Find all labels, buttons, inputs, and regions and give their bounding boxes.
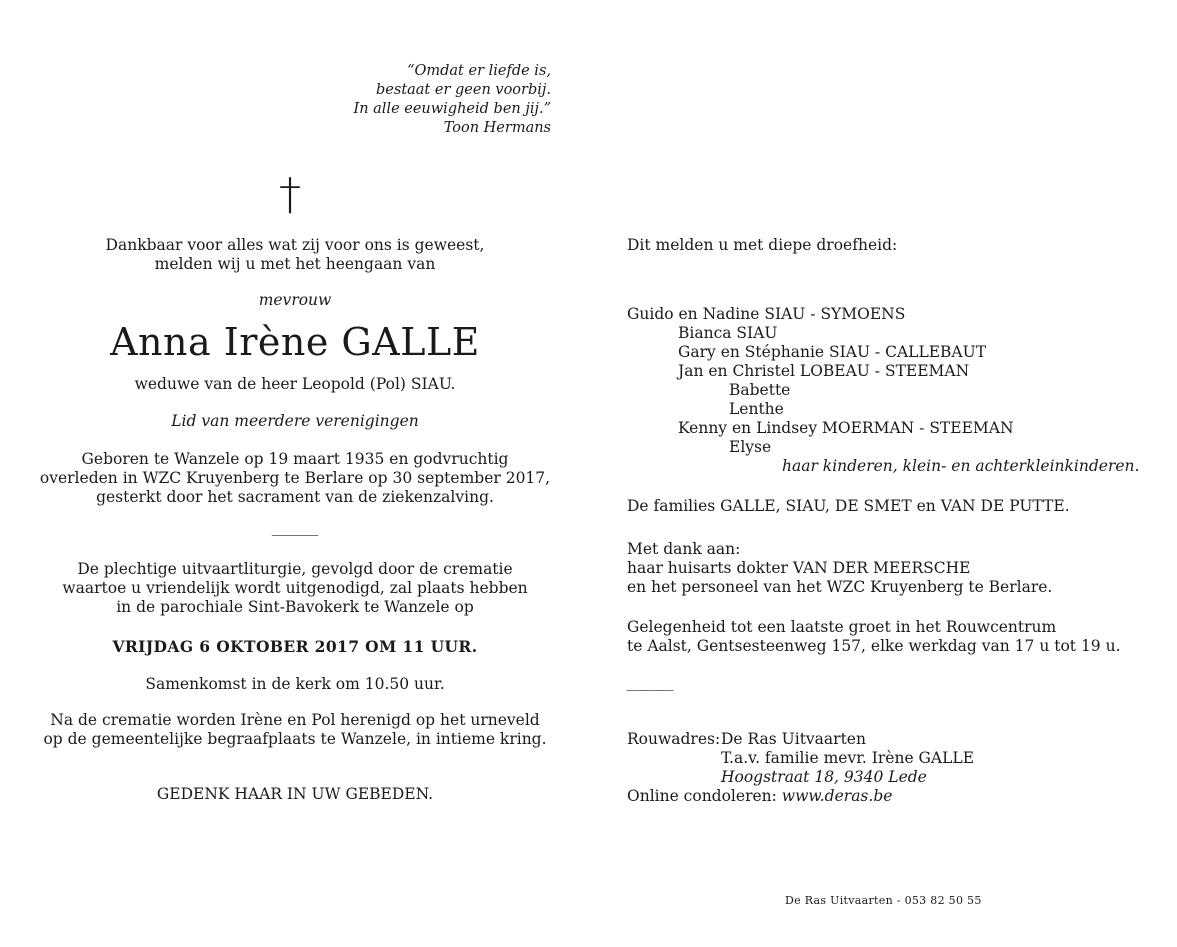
families-line: De families GALLE, SIAU, DE SMET en VAN DE PUTTE.	[627, 497, 1070, 515]
footer: De Ras Uitvaarten - 053 82 50 55	[785, 894, 982, 907]
address-line: T.a.v. familie mevr. Irène GALLE	[721, 749, 975, 767]
quote-line: “Omdat er liefde is,	[407, 63, 551, 79]
cremation-line: Na de crematie worden Irène en Pol herenigd op het urneveld	[50, 711, 540, 729]
family-member: Bianca SIAU	[678, 324, 778, 342]
quote-author: Toon Hermans	[443, 120, 551, 136]
cross-icon: †	[279, 169, 301, 220]
widow-line: weduwe van de heer Leopold (Pol) SIAU.	[134, 375, 456, 393]
divider: ______	[271, 518, 319, 536]
quote-line: bestaat er geen voorbij.	[376, 82, 551, 98]
service-info	[0, 560, 590, 617]
service-line: waartoe u vriendelijk wordt uitgenodigd, zal plaats hebben	[62, 579, 528, 597]
service-line: in de parochiale Sint-Bavokerk te Wanzele op	[116, 598, 474, 616]
thanks-line: haar huisarts dokter VAN DER MEERSCHE	[627, 559, 971, 577]
greeting-line: Gelegenheid tot een laatste groet in het Rouwcentrum	[627, 618, 1057, 636]
family-member: Kenny en Lindsey MOERMAN - STEEMAN	[678, 419, 1014, 437]
cremation-info	[0, 711, 590, 749]
greeting-info	[627, 618, 1121, 656]
title: mevrouw	[258, 291, 332, 309]
family-list	[627, 305, 1139, 476]
birth-line: Geboren te Wanzele op 19 maart 1935 en godvruchtig	[81, 450, 509, 468]
birth-line: gesterkt door het sacrament van de ziekenzalving.	[96, 488, 494, 506]
meeting-time: Samenkomst in de kerk om 10.50 uur.	[145, 675, 445, 693]
thanks	[627, 540, 1052, 597]
family-member: Babette	[729, 381, 791, 399]
address-line: De Ras Uitvaarten	[721, 730, 866, 748]
family-member: Elyse	[729, 438, 772, 456]
deceased-name: Anna Irène GALLE	[110, 320, 480, 364]
intro-line: melden wij u met het heengaan van	[154, 255, 436, 273]
quote-line: In alle eeuwigheid ben jij.”	[353, 101, 551, 117]
divider: ______	[627, 673, 674, 691]
family-member: Jan en Christel LOBEAU - STEEMAN	[678, 362, 970, 380]
greeting-line: te Aalst, Gentsesteenweg 157, elke werkdag van 17 u tot 19 u.	[627, 637, 1121, 655]
funeral-date: VRIJDAG 6 OKTOBER 2017 OM 11 UUR.	[112, 637, 478, 656]
quote	[300, 62, 551, 138]
announce: Dit melden u met diepe droefheid:	[627, 236, 898, 254]
online-link[interactable]: www.deras.be	[781, 787, 893, 805]
birth-info	[0, 450, 590, 507]
family-member: Guido en Nadine SIAU - SYMOENS	[627, 305, 906, 323]
intro	[0, 236, 590, 274]
service-line: De plechtige uitvaartliturgie, gevolgd door de crematie	[77, 560, 513, 578]
address-label: Rouwadres:	[627, 730, 721, 748]
family-member: Lenthe	[729, 400, 784, 418]
address-line: Hoogstraat 18, 9340 Lede	[721, 768, 927, 786]
member-line: Lid van meerdere verenigingen	[171, 412, 419, 430]
birth-line: overleden in WZC Kruyenberg te Berlare op 30 september 2017,	[39, 469, 551, 487]
closing: GEDENK HAAR IN UW GEBEDEN.	[156, 785, 434, 803]
cremation-line: op de gemeentelijke begraafplaats te Wanzele, in intieme kring.	[43, 730, 547, 748]
thanks-line: Met dank aan:	[627, 540, 741, 558]
intro-line: Dankbaar voor alles wat zij voor ons is geweest,	[105, 236, 485, 254]
address-block	[627, 730, 974, 806]
family-member: Gary en Stéphanie SIAU - CALLEBAUT	[678, 343, 987, 361]
online-label: Online condoleren:	[627, 787, 777, 805]
thanks-line: en het personeel van het WZC Kruyenberg te Berlare.	[627, 578, 1053, 596]
grandchildren-line: haar kinderen, klein- en achterkleinkinderen.	[782, 457, 1140, 475]
